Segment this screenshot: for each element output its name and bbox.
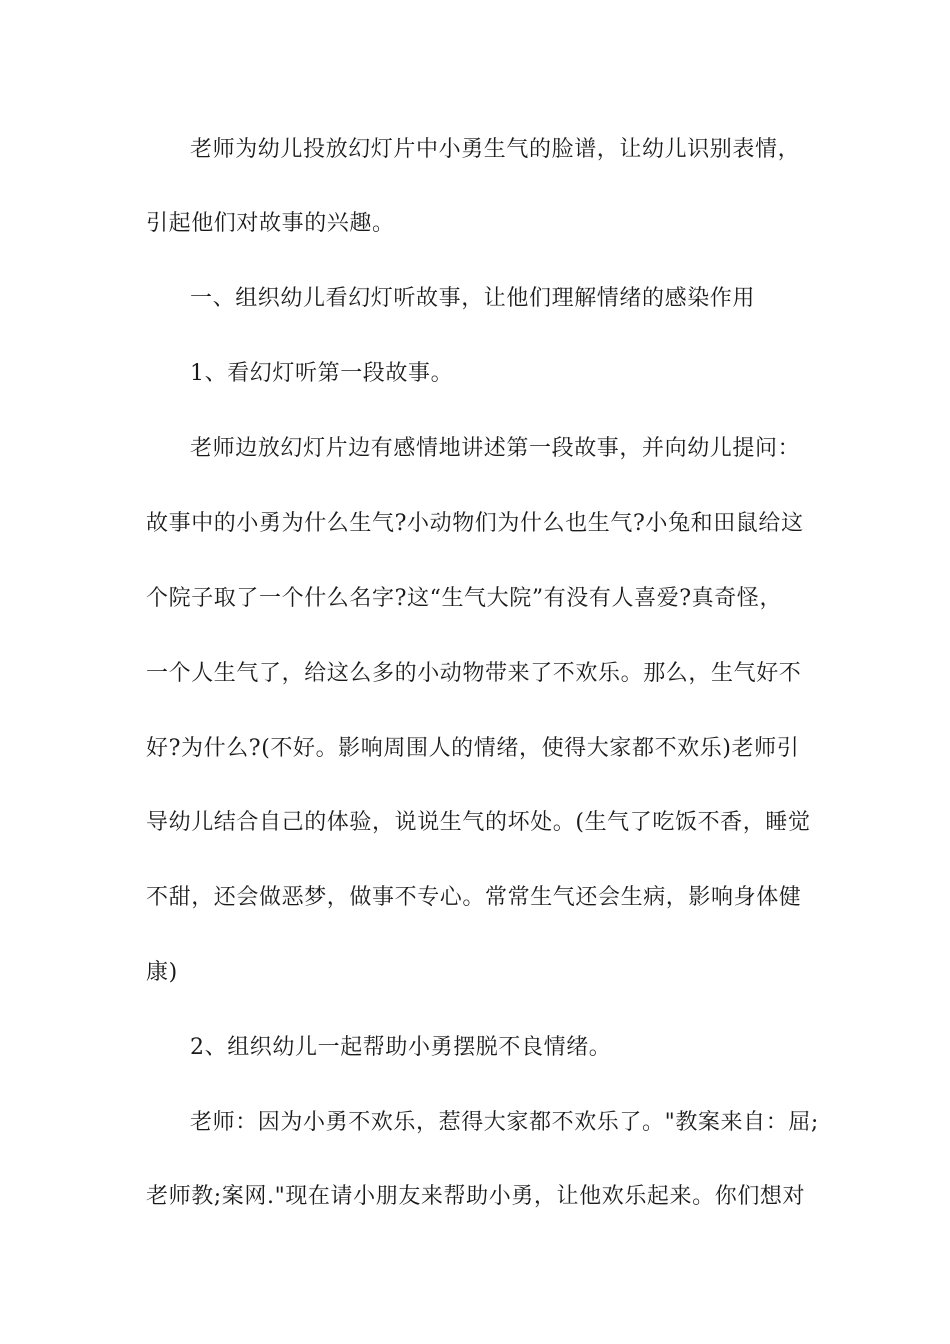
paragraph-line: 老师为幼儿投放幻灯片中小勇生气的脸谱，让幼儿识别表情， (190, 137, 801, 162)
subsection-heading: 1、看幻灯听第一段故事。 (190, 361, 454, 386)
paragraph-line: 老师教;案网."现在请小朋友来帮助小勇，让他欢乐起来。你们想对 (146, 1184, 806, 1209)
paragraph-line: 引起他们对故事的兴趣。 (146, 211, 395, 236)
paragraph-line: 故事中的小勇为什么生气?小动物们为什么也生气?小兔和田鼠给这 (146, 511, 804, 536)
paragraph-line: 不甜，还会做恶梦，做事不专心。常常生气还会生病，影响身体健 (146, 885, 802, 910)
section-heading: 一、组织幼儿看幻灯听故事，让他们理解情绪的感染作用 (190, 286, 756, 311)
paragraph-line: 康) (146, 960, 178, 985)
paragraph-line: 一个人生气了，给这么多的小动物带来了不欢乐。那么，生气好不 (146, 661, 802, 686)
paragraph-line: 个院子取了一个什么名字?这“生气大院”有没有人喜爱?真奇怪， (146, 586, 783, 611)
paragraph-line: 老师边放幻灯片边有感情地讲述第一段故事，并向幼儿提问： (190, 436, 801, 461)
paragraph-line: 导幼儿结合自己的体验，说说生气的坏处。(生气了吃饭不香，睡觉 (146, 810, 811, 835)
paragraph-line: 老师：因为小勇不欢乐，惹得大家都不欢乐了。"教案来自：屈; (190, 1110, 819, 1135)
paragraph-line: 好?为什么?(不好。影响周围人的情绪，使得大家都不欢乐)老师引 (146, 736, 800, 761)
subsection-heading: 2、组织幼儿一起帮助小勇摆脱不良情绪。 (190, 1035, 612, 1060)
